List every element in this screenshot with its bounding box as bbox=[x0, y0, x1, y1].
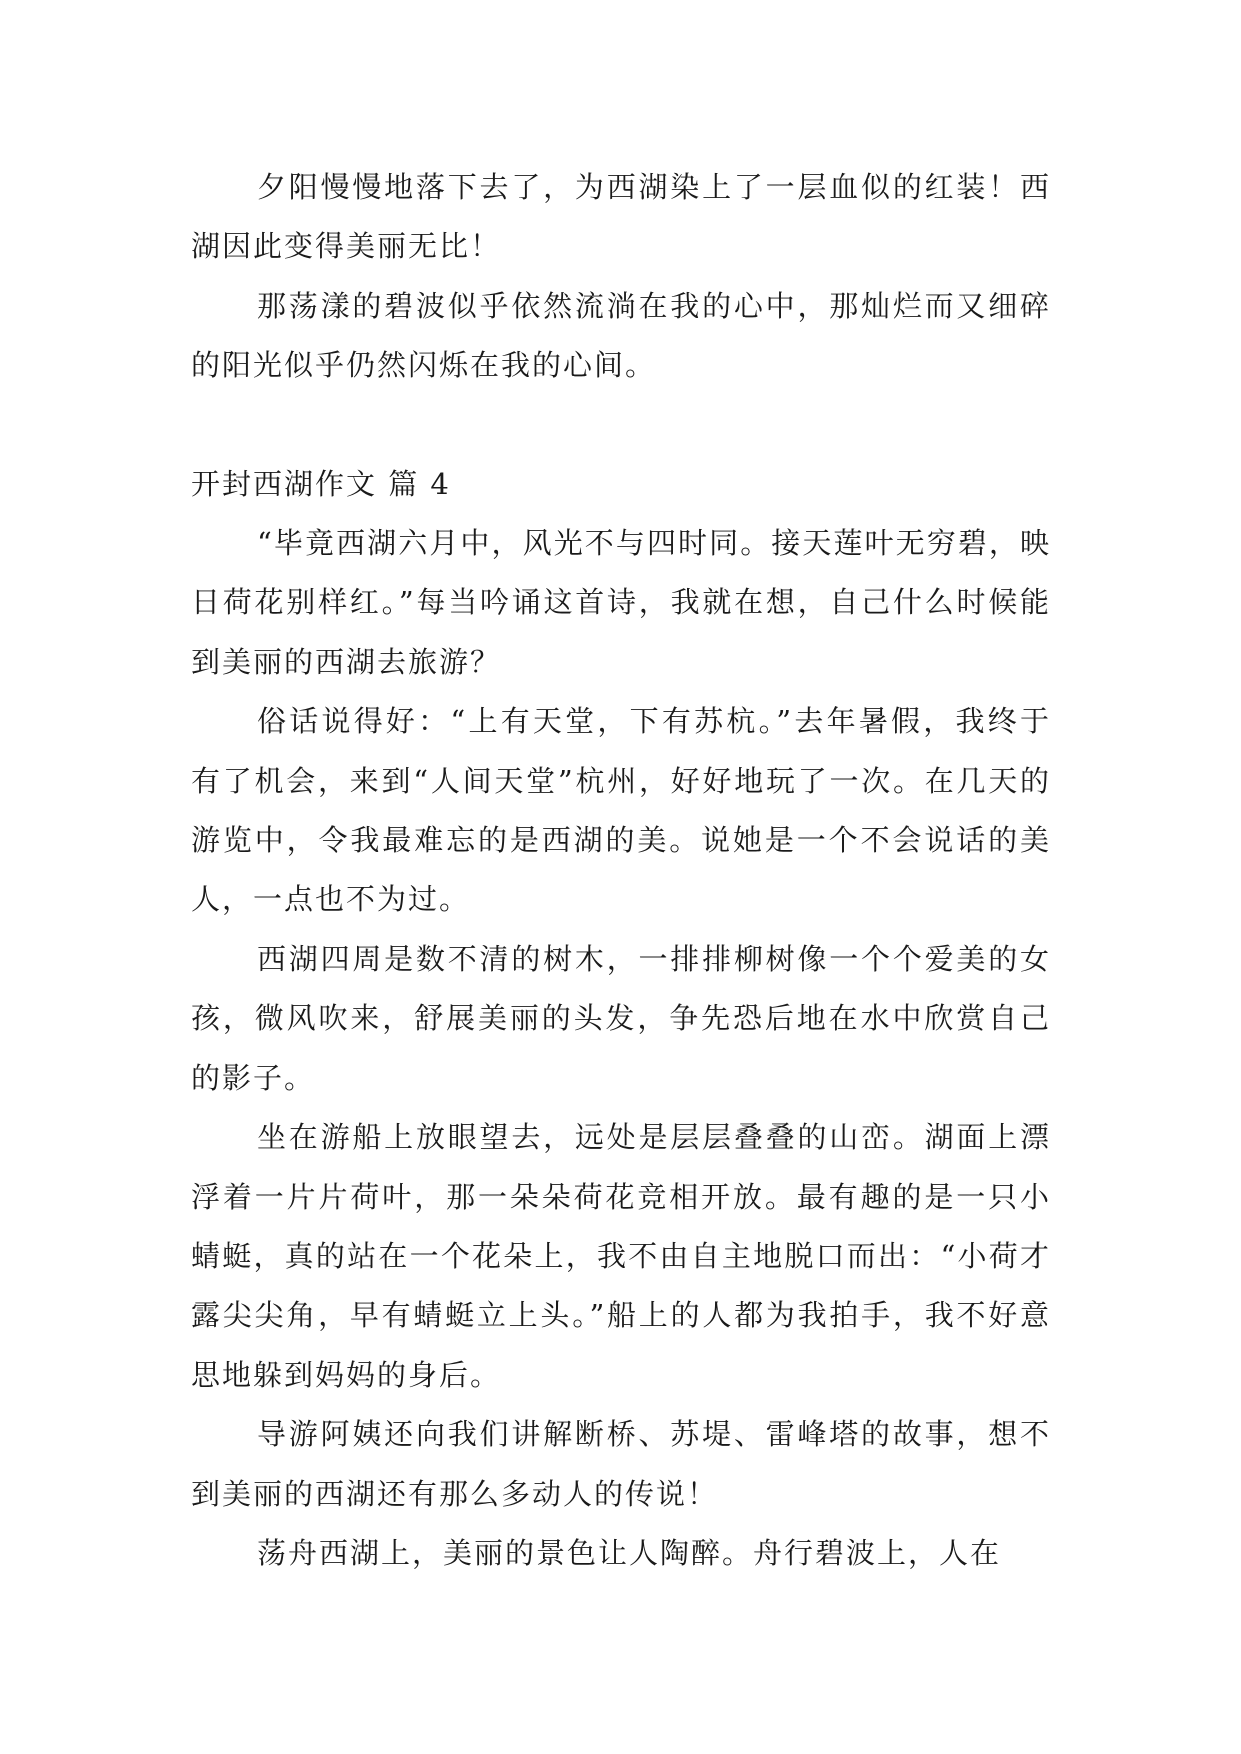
section-gap bbox=[191, 396, 1051, 455]
paragraph-poem: “毕竟西湖六月中，风光不与四时同。接天莲叶无穷碧，映日荷花别样红。”每当吟诵这首诗，我就在想，自己什么时候能到美丽的西湖去旅游？ bbox=[191, 526, 1051, 679]
essay-text bbox=[191, 158, 1051, 1583]
paragraph-proverb: 俗话说得好：“上有天堂，下有苏杭。”去年暑假，我终于有了机会，来到“人间天堂”杭州，好好地玩了一次。在几天的游览中，令我最难忘的是西湖的美。说她是一个不会说话的美人，一点也不为过。 bbox=[191, 704, 1051, 917]
paragraph-guide: 导游阿姨还向我们讲解断桥、苏堤、雷峰塔的故事，想不到美丽的西湖还有那么多动人的传说！ bbox=[191, 1417, 1051, 1511]
paragraph-trees: 西湖四周是数不清的树木，一排排柳树像一个个爱美的女孩，微风吹来，舒展美丽的头发，争先恐后地在水中欣赏自己的影子。 bbox=[191, 941, 1051, 1095]
section-title: 开封西湖作文 篇 4 bbox=[191, 466, 451, 501]
paragraph-memory: 那荡漾的碧波似乎依然流淌在我的心中，那灿烂而又细碎的阳光似乎仍然闪烁在我的心间。 bbox=[191, 288, 1051, 383]
paragraph-boat: 坐在游船上放眼望去，远处是层层叠叠的山峦。湖面上漂浮着一片片荷叶，那一朵朵荷花竞相开放。最有趣的是一只小蜻蜓，真的站在一个花朵上，我不由自主地脱口而出：“小荷才露尖尖角，早有蜻蜓立上头。”船上的人都为我拍手，我不好意思地躲到妈妈的身后。 bbox=[191, 1120, 1051, 1392]
paragraph-sunset: 夕阳慢慢地落下去了，为西湖染上了一层血似的红装！西湖因此变得美丽无比！ bbox=[191, 170, 1051, 264]
paragraph-rowing: 荡舟西湖上，美丽的景色让人陶醉。舟行碧波上，人在 bbox=[257, 1535, 1002, 1570]
